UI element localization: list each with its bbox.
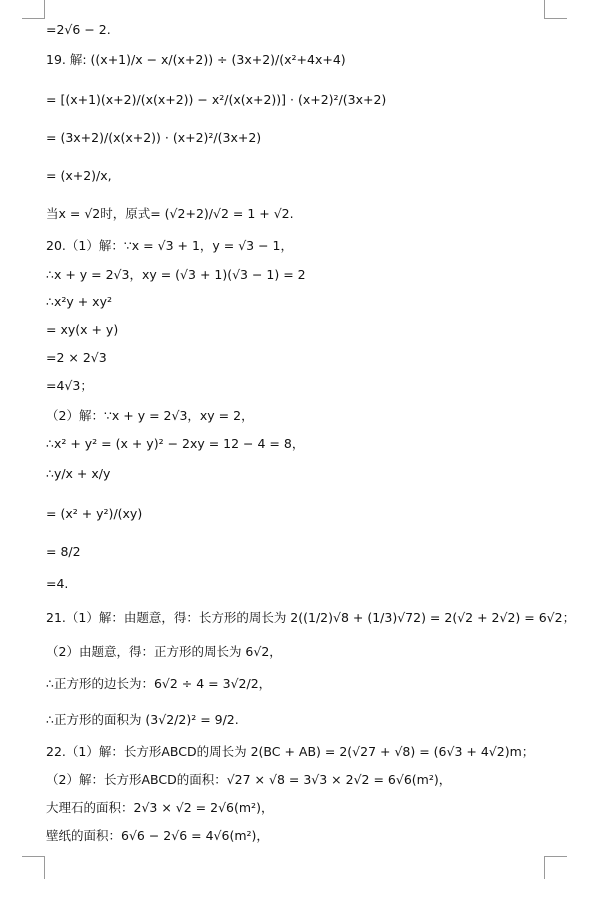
- solution-line: =2√6 − 2.: [46, 22, 111, 37]
- solution-line: ∴y/x + x/y: [46, 466, 111, 481]
- solution-line: ∴x² + y² = (x + y)² − 2xy = 12 − 4 = 8，: [46, 436, 305, 451]
- page-corner-mark-bottom-right: [544, 856, 567, 879]
- solution-line: ∴x + y = 2√3，xy = (√3 + 1)(√3 − 1) = 2: [46, 267, 306, 282]
- solution-line: =4√3；: [46, 378, 93, 393]
- solution-line: （2）解：∵x + y = 2√3，xy = 2，: [46, 408, 254, 423]
- solution-line: = (x+2)/x,: [46, 168, 112, 183]
- solution-line: =4.: [46, 576, 69, 591]
- solution-line: = (x² + y²)/(xy): [46, 506, 143, 521]
- solution-line: 当x = √2时，原式= (√2+2)/√2 = 1 + √2.: [46, 206, 294, 221]
- solution-line: ∴正方形的边长为：6√2 ÷ 4 = 3√2/2，: [46, 676, 272, 691]
- solution-line: 21.（1）解：由题意，得：长方形的周长为 2((1/2)√8 + (1/3)√72) = 2(√2 + 2√2) = 6√2；: [46, 610, 576, 625]
- solution-line: ∴正方形的面积为 (3√2/2)² = 9/2.: [46, 712, 239, 727]
- page-corner-mark-bottom-left: [22, 856, 45, 879]
- solution-line: 19. 解: ((x+1)/x − x/(x+2)) ÷ (3x+2)/(x²+4x+4): [46, 52, 346, 67]
- solution-line: 壁纸的面积：6√6 − 2√6 = 4√6(m²)，: [46, 828, 269, 843]
- solution-line: （2）由题意，得：正方形的周长为 6√2，: [46, 644, 282, 659]
- solution-line: 大理石的面积：2√3 × √2 = 2√6(m²)，: [46, 800, 274, 815]
- solution-line: = [(x+1)(x+2)/(x(x+2)) − x²/(x(x+2))] · (x+2)²/(3x+2): [46, 92, 387, 107]
- solution-line: =2 × 2√3: [46, 350, 107, 365]
- solution-line: ∴x²y + xy²: [46, 294, 112, 309]
- solution-line: = xy(x + y): [46, 322, 119, 337]
- page-corner-mark-top-right: [544, 0, 567, 19]
- solution-line: = (3x+2)/(x(x+2)) · (x+2)²/(3x+2): [46, 130, 262, 145]
- solution-line: 22.（1）解：长方形ABCD的周长为 2(BC + AB) = 2(√27 + √8) = (6√3 + 4√2)m；: [46, 744, 535, 759]
- page-corner-mark-top-left: [22, 0, 45, 19]
- solution-line: = 8/2: [46, 544, 81, 559]
- solution-line: （2）解：长方形ABCD的面积：√27 × √8 = 3√3 × 2√2 = 6√6(m²)，: [46, 772, 452, 787]
- solution-line: 20.（1）解：∵x = √3 + 1，y = √3 − 1，: [46, 238, 294, 253]
